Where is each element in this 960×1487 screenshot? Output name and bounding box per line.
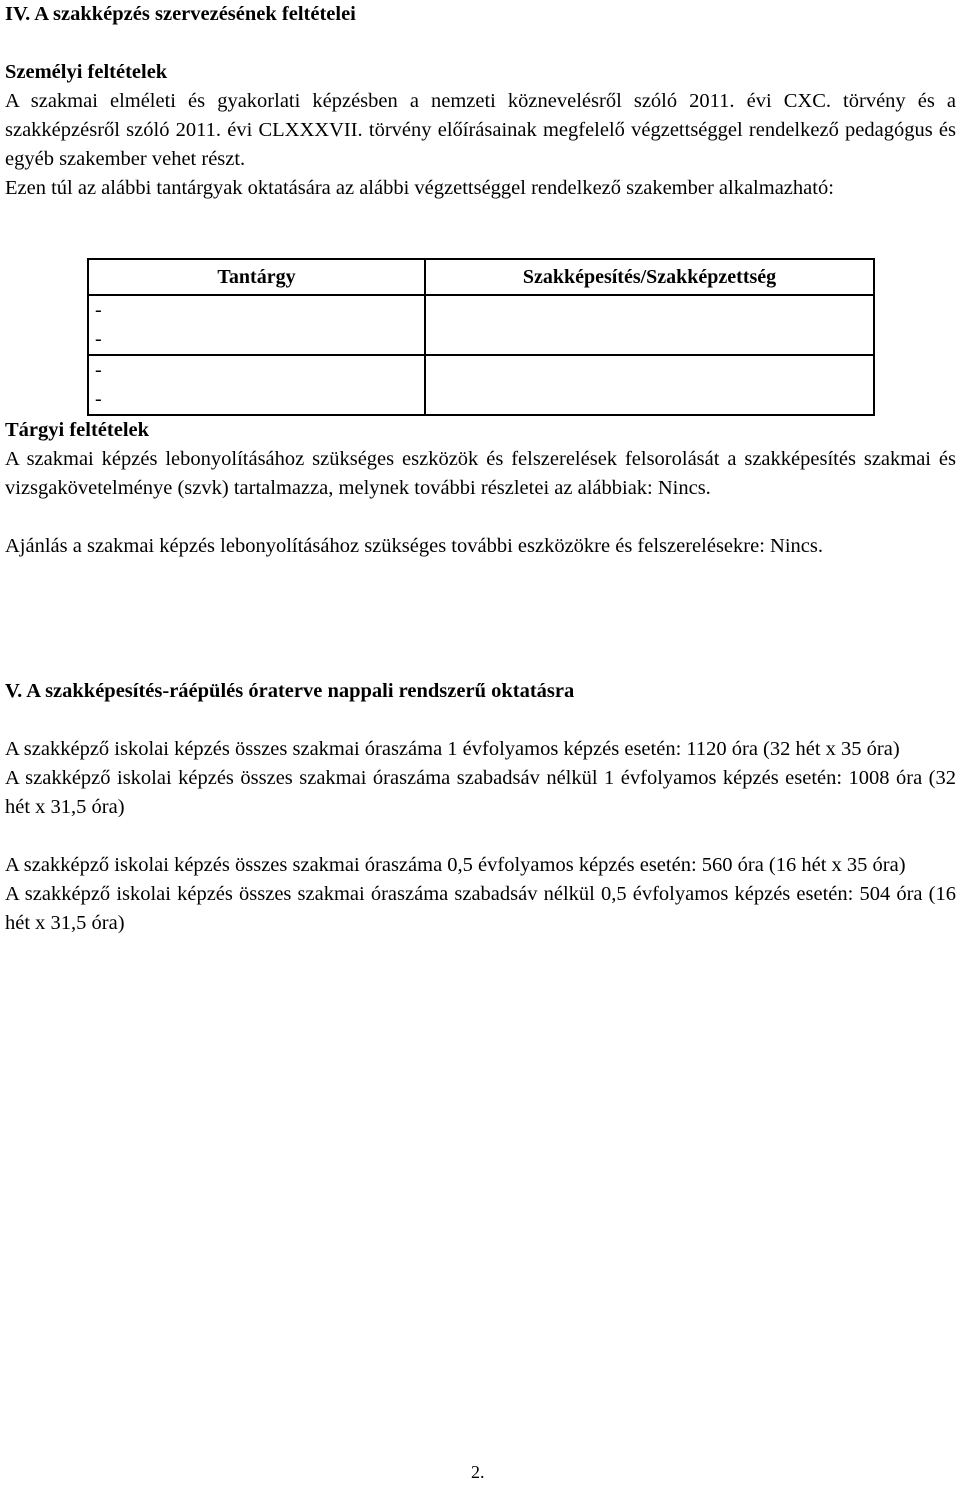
personal-conditions-extra-paragraph: Ezen túl az alábbi tantárgyak oktatására az alábbi végzettséggel rendelkező szakember alkalmazható:: [5, 177, 834, 199]
table-cell-qualification: [425, 295, 874, 355]
material-conditions-section: [5, 416, 956, 561]
personal-conditions-paragraph: A szakmai elméleti és gyakorlati képzésben a nemzeti köznevelésről szóló 2011. évi CXC. törvény és a szakképzésről szóló 2011. évi CLXXXVII. törvény előírásainak megfelelő végzettséggel rendelkező pedagógus és egyéb szakember vehet részt.: [5, 90, 956, 170]
personal-conditions-heading: Személyi feltételek: [5, 61, 168, 83]
hours-paragraph-1: A szakképző iskolai képzés összes szakmai óraszáma 1 évfolyamos képzés esetén: 1120 óra (32 hét x 35 óra): [5, 738, 900, 760]
table-cell-qualification: [425, 355, 874, 415]
table-cell-subject: - -: [88, 355, 425, 415]
table-row: [88, 295, 874, 355]
hours-paragraph-2: A szakképző iskolai képzés összes szakmai óraszáma szabadsáv nélkül 1 évfolyamos képzés esetén: 1008 óra (32 hét x 31,5 óra): [5, 767, 956, 818]
material-conditions-paragraph: A szakmai képzés lebonyolításához szükséges eszközök és felszerelések felsorolását a szakképesítés szakmai és vizsgakövetelménye (szvk) tartalmazza, melynek további részletei az alábbiak: Nincs.: [5, 448, 956, 499]
recommendation-paragraph: Ajánlás a szakmai képzés lebonyolításához szükséges további eszközökre és felszerelésekre: Nincs.: [5, 535, 823, 557]
page-number: 2.: [471, 1462, 485, 1482]
table-row: [88, 355, 874, 415]
subject-qualification-table: [87, 258, 875, 416]
table-header-subject: Tantárgy: [88, 259, 425, 295]
section-4-title: IV. A szakképzés szervezésének feltételei: [5, 3, 356, 25]
section-5: [5, 677, 956, 938]
table-header-row: [88, 259, 874, 295]
hours-paragraph-4: A szakképző iskolai képzés összes szakmai óraszáma szabadsáv nélkül 0,5 évfolyamos képzés esetén: 504 óra (16 hét x 31,5 óra): [5, 883, 956, 934]
hours-paragraph-3: A szakképző iskolai képzés összes szakmai óraszáma 0,5 évfolyamos képzés esetén: 560 óra (16 hét x 35 óra): [5, 854, 906, 876]
personal-conditions-section: [5, 58, 956, 203]
material-conditions-heading: Tárgyi feltételek: [5, 419, 150, 441]
table-cell-subject: - -: [88, 295, 425, 355]
table-header-qualification: Szakképesítés/Szakképzettség: [425, 259, 874, 295]
section-5-title: V. A szakképesítés-ráépülés óraterve nappali rendszerű oktatásra: [5, 680, 575, 702]
